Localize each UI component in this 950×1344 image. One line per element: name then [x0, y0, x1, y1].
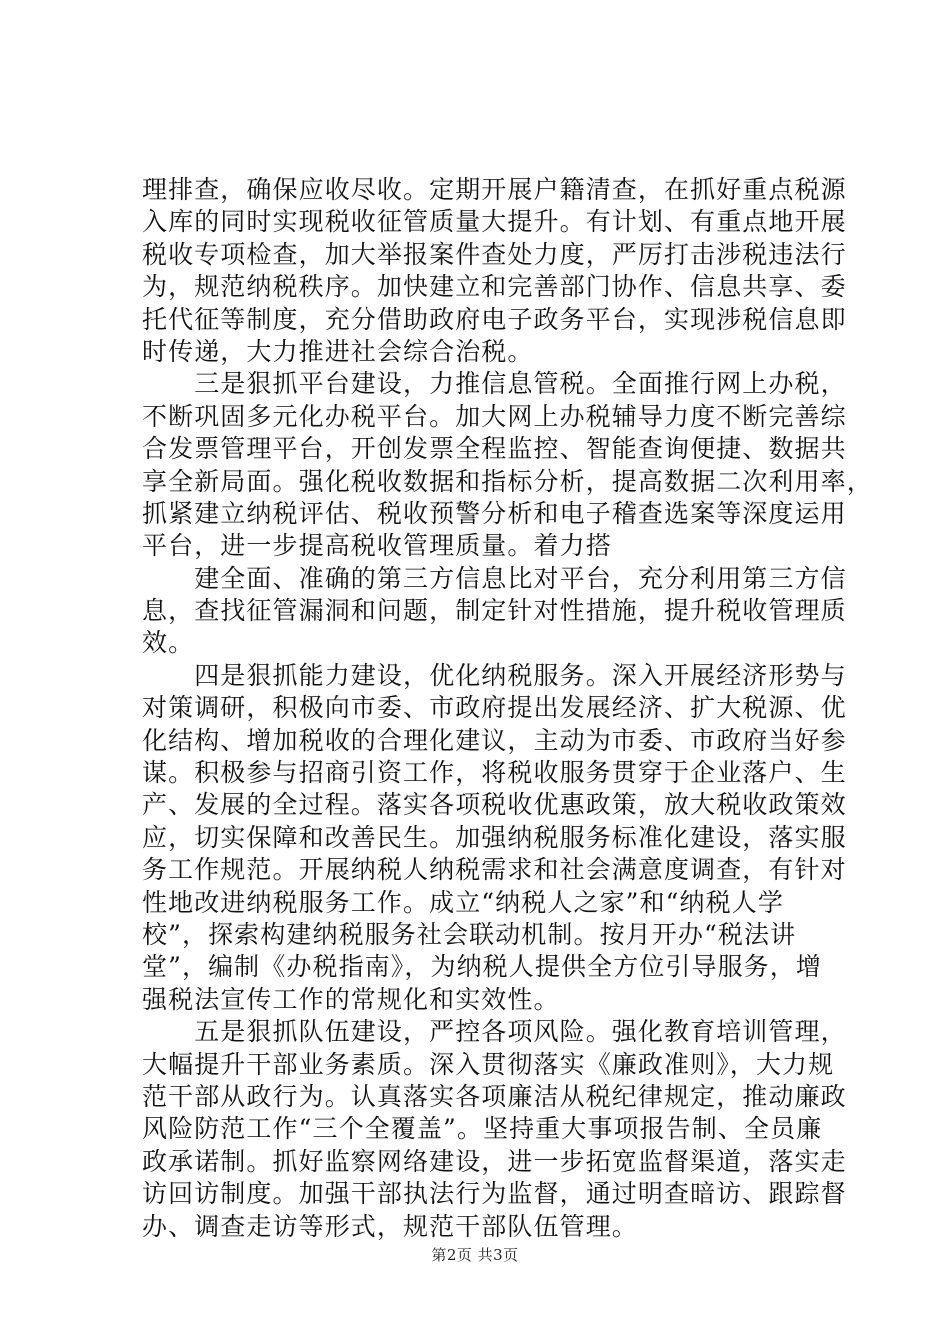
- text-line: 谋。积极参与招商引资工作，将税收服务贯穿于企业落户、生: [142, 758, 847, 788]
- text-line: 时传递，大力推进社会综合治税。: [142, 336, 534, 366]
- text-line: 务工作规范。开展纳税人纳税需求和社会满意度调查，有针对: [142, 855, 847, 885]
- text-line: 息，查找征管漏洞和问题，制定针对性措施，提升税收管理质: [142, 596, 847, 626]
- text-line: 平台，进一步提高税收管理质量。着力搭: [142, 531, 612, 561]
- text-line: 抓紧建立纳税评估、税收预警分析和电子稽查选案等深度运用: [142, 498, 847, 528]
- text-line: 堂”，编制《办税指南》，为纳税人提供全方位引导服务，增: [142, 952, 822, 982]
- text-line: 不断巩固多元化办税平台。加大网上办税辅导力度不断完善综: [142, 401, 847, 431]
- text-line: 托代征等制度，充分借助政府电子政务平台，实现涉税信息即: [142, 304, 847, 334]
- text-line: 效。: [142, 628, 195, 658]
- text-line: 办、调查走访等形式，规范干部队伍管理。: [142, 1211, 638, 1241]
- text-line: 享全新局面。强化税收数据和指标分析，提高数据二次利用率，: [142, 466, 873, 496]
- text-line: 三是狠抓平台建设，力推信息管税。全面推行网上办税，: [142, 369, 847, 399]
- text-line: 大幅提升干部业务素质。深入贯彻落实《廉政准则》，大力规: [142, 1049, 835, 1079]
- text-line: 范干部从政行为。认真落实各项廉洁从税纪律规定，推动廉政: [142, 1081, 847, 1111]
- text-line: 校”，探索构建纳税服务社会联动机制。按月开办“税法讲: [142, 919, 797, 949]
- text-line: 理排查，确保应收尽收。定期开展户籍清查，在抓好重点税源: [142, 175, 847, 204]
- text-line: 政承诺制。抓好监察网络建设，进一步拓宽监督渠道，落实走: [142, 1146, 847, 1176]
- text-line: 为，规范纳税秩序。加快建立和完善部门协作、信息共享、委: [142, 272, 847, 302]
- text-line: 性地改进纳税服务工作。成立“纳税人之家”和“纳税人学: [142, 887, 784, 917]
- text-line: 建全面、准确的第三方信息比对平台，充分利用第三方信: [142, 563, 847, 593]
- text-line: 化结构、增加税收的合理化建议，主动为市委、市政府当好参: [142, 725, 847, 755]
- text-line: 税收专项检查，加大举报案件查处力度，严厉打击涉税违法行: [142, 239, 847, 269]
- text-line: 访回访制度。加强干部执法行为监督，通过明查暗访、跟踪督: [142, 1179, 847, 1209]
- page-number-footer: 第2页 共3页: [431, 1246, 519, 1264]
- text-line: 应，切实保障和改善民生。加强纳税服务标准化建设，落实服: [142, 822, 847, 852]
- text-line: 入库的同时实现税收征管质量大提升。有计划、有重点地开展: [142, 207, 847, 237]
- text-line: 风险防范工作“三个全覆盖”。坚持重大事项报告制、全员廉: [142, 1114, 823, 1144]
- body-text: [142, 174, 873, 1243]
- text-line: 对策调研，积极向市委、市政府提出发展经济、扩大税源、优: [142, 693, 847, 723]
- text-line: 四是狠抓能力建设，优化纳税服务。深入开展经济形势与: [142, 660, 847, 690]
- text-line: 强税法宣传工作的常规化和实效性。: [142, 984, 560, 1014]
- text-line: 产、发展的全过程。落实各项税收优惠政策，放大税收政策效: [142, 790, 847, 820]
- text-line: 五是狠抓队伍建设，严控各项风险。强化教育培训管理，: [142, 1017, 847, 1047]
- text-line: 合发票管理平台，开创发票全程监控、智能查询便捷、数据共: [142, 434, 847, 464]
